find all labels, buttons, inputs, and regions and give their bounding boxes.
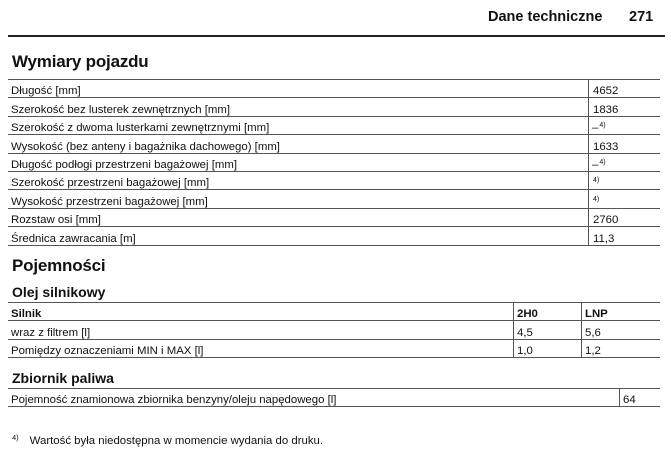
dimension-label: Szerokość z dwoma lusterkami zewnętrznymi [mm]: [8, 116, 589, 134]
dimension-label: Szerokość bez lusterek zewnętrznych [mm]: [8, 98, 589, 116]
table-row: [8, 116, 660, 134]
dimension-label: Średnica zawracania [m]: [8, 227, 589, 245]
capacities-title: Pojemności: [12, 256, 106, 275]
fuel-tank-value: 64: [620, 389, 661, 407]
oil-value-lnp: 1,2: [582, 339, 661, 357]
engine-column-header: Silnik: [8, 303, 514, 321]
table-row: [8, 321, 660, 339]
dimension-value: 11,3: [589, 227, 661, 245]
oil-value-2h0: 4,5: [514, 321, 582, 339]
oil-value-lnp: 5,6: [582, 321, 661, 339]
table-row: [8, 135, 660, 153]
page-number: 271: [629, 9, 654, 25]
oil-label: Pomiędzy oznaczeniami MIN i MAX [l]: [8, 339, 514, 357]
table-row: [8, 227, 660, 245]
table-header-row: [8, 303, 660, 321]
dimension-label: Szerokość przestrzeni bagażowej [mm]: [8, 171, 589, 189]
dimension-value: 4652: [589, 80, 661, 98]
dimension-value: 2760: [589, 208, 661, 226]
dimension-value: 4): [589, 171, 661, 189]
table-row: [8, 208, 660, 226]
fuel-tank-title: Zbiornik paliwa: [12, 370, 114, 386]
fuel-tank-label: Pojemność znamionowa zbiornika benzyny/oleju napędowego [l]: [8, 389, 620, 407]
dimension-value: –$^{4)}$: [589, 153, 661, 171]
table-row: [8, 80, 660, 98]
table-row: [8, 339, 660, 357]
table-row: [8, 153, 660, 171]
oil-label: wraz z filtrem [l]: [8, 321, 514, 339]
dimension-label: Wysokość (bez anteny i bagażnika dachowego) [mm]: [8, 135, 589, 153]
dimension-label: Wysokość przestrzeni bagażowej [mm]: [8, 190, 589, 208]
engine-lnp-header: LNP: [582, 303, 661, 321]
dimensions-table: [8, 79, 660, 246]
dimension-label: Długość [mm]: [8, 80, 589, 98]
dimension-value: –$^{4)}$: [589, 116, 661, 134]
engine-oil-table: [8, 302, 660, 358]
dimension-label: Rozstaw osi [mm]: [8, 208, 589, 226]
header-divider: [8, 35, 665, 37]
section-header-title: Dane techniczne: [488, 9, 603, 25]
footnote-text: Wartość była niedostępna w momencie wydania do druku.: [29, 435, 324, 447]
table-row: [8, 389, 660, 407]
table-row: [8, 190, 660, 208]
footnote: [12, 433, 323, 447]
footnote-number: 4): [12, 433, 19, 442]
engine-oil-title: Olej silnikowy: [12, 284, 106, 300]
dimension-value: 4): [589, 190, 661, 208]
dimension-label: Długość podłogi przestrzeni bagażowej [mm]: [8, 153, 589, 171]
table-row: [8, 171, 660, 189]
dimension-value: 1633: [589, 135, 661, 153]
table-row: [8, 98, 660, 116]
dimensions-title: Wymiary pojazdu: [12, 52, 149, 71]
engine-2h0-header: 2H0: [514, 303, 582, 321]
fuel-tank-table: [8, 388, 660, 407]
oil-value-2h0: 1,0: [514, 339, 582, 357]
dimension-value: 1836: [589, 98, 661, 116]
